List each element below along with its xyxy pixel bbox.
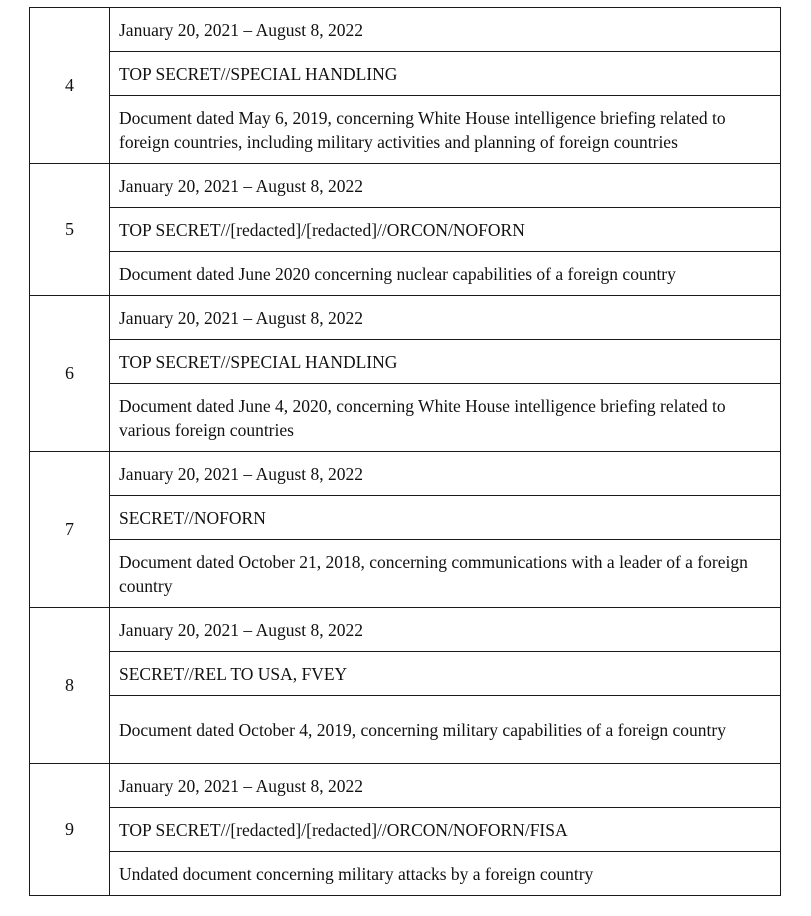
date-range-text: January 20, 2021 – August 8, 2022: [119, 307, 364, 328]
table-row: [30, 252, 781, 296]
description-text: Document dated May 6, 2019, concerning White House intelligence briefing related to foreign countries, including military activities and planning of foreign countries: [119, 107, 726, 152]
table-row: [30, 164, 781, 208]
entry-number: 8: [30, 608, 110, 764]
entry-number: 4: [30, 8, 110, 164]
entry-number: 9: [30, 764, 110, 896]
classification-text: TOP SECRET//SPECIAL HANDLING: [119, 63, 398, 84]
table-row: [30, 52, 781, 96]
table-row: [30, 296, 781, 340]
description-cell: [110, 252, 781, 296]
date-range-text: January 20, 2021 – August 8, 2022: [119, 775, 364, 796]
date-range-text: January 20, 2021 – August 8, 2022: [119, 175, 364, 196]
table-row: [30, 208, 781, 252]
classification-cell: [110, 496, 781, 540]
table-row: [30, 540, 781, 608]
classification-cell: [110, 208, 781, 252]
date-range-cell: [110, 164, 781, 208]
table-row: [30, 452, 781, 496]
date-range-cell: [110, 296, 781, 340]
classification-text: TOP SECRET//SPECIAL HANDLING: [119, 351, 398, 372]
entry-number: 5: [30, 164, 110, 296]
table-row: [30, 384, 781, 452]
table-row: [30, 96, 781, 164]
classification-text: SECRET//REL TO USA, FVEY: [119, 663, 348, 684]
classification-cell: [110, 652, 781, 696]
description-cell: [110, 696, 781, 764]
description-text: Undated document concerning military attacks by a foreign country: [119, 863, 594, 884]
entry-number: 6: [30, 296, 110, 452]
classification-cell: [110, 808, 781, 852]
description-cell: [110, 96, 781, 164]
table-row: [30, 696, 781, 764]
description-text: Document dated June 2020 concerning nuclear capabilities of a foreign country: [119, 263, 676, 284]
table-row: [30, 852, 781, 896]
table-row: [30, 608, 781, 652]
description-cell: [110, 540, 781, 608]
date-range-cell: [110, 764, 781, 808]
date-range-cell: [110, 8, 781, 52]
classification-text: TOP SECRET//[redacted]/[redacted]//ORCON/NOFORN/FISA: [119, 819, 568, 840]
table-row: [30, 340, 781, 384]
entry-number: 7: [30, 452, 110, 608]
classification-cell: [110, 340, 781, 384]
description-text: Document dated October 4, 2019, concerning military capabilities of a foreign country: [119, 719, 726, 740]
document-table: [29, 7, 781, 896]
table-row: [30, 496, 781, 540]
description-text: Document dated June 4, 2020, concerning White House intelligence briefing related to various foreign countries: [119, 395, 726, 440]
table-row: [30, 652, 781, 696]
table-row: [30, 764, 781, 808]
description-text: Document dated October 21, 2018, concerning communications with a leader of a foreign country: [119, 551, 748, 596]
table-row: [30, 808, 781, 852]
table-row: [30, 8, 781, 52]
classification-text: TOP SECRET//[redacted]/[redacted]//ORCON/NOFORN: [119, 219, 525, 240]
classification-text: SECRET//NOFORN: [119, 507, 266, 528]
classification-cell: [110, 52, 781, 96]
description-cell: [110, 852, 781, 896]
date-range-text: January 20, 2021 – August 8, 2022: [119, 619, 364, 640]
date-range-cell: [110, 608, 781, 652]
description-cell: [110, 384, 781, 452]
date-range-cell: [110, 452, 781, 496]
date-range-text: January 20, 2021 – August 8, 2022: [119, 19, 364, 40]
date-range-text: January 20, 2021 – August 8, 2022: [119, 463, 364, 484]
